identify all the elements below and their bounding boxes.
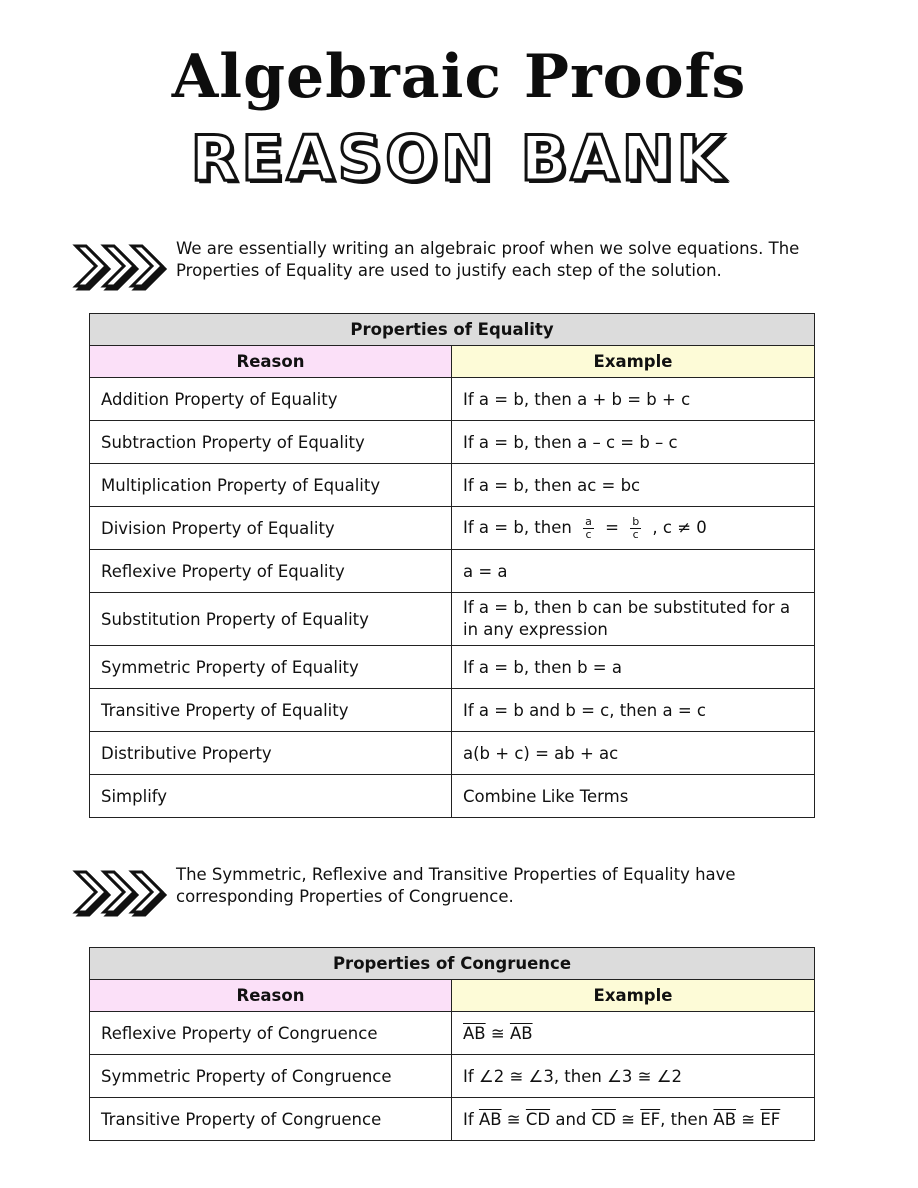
example-cell [452,1012,815,1055]
fraction-denominator: c [632,527,639,541]
example-word: and [555,1109,587,1129]
reason-cell: Addition Property of Equality [90,378,452,421]
fraction-b-over-c [630,516,641,541]
table-row [90,1012,815,1055]
reason-cell: Division Property of Equality [90,507,452,550]
congruent-symbol: ≅ [741,1109,756,1129]
congruence-note-text: The Symmetric, Reflexive and Transitive Properties of Equality have corresponding Properties of Congruence. [176,865,736,906]
reason-cell: Multiplication Property of Equality [90,464,452,507]
example-cell: If a = b and b = c, then a = c [452,689,815,732]
segment-label: $\overline{AB}$ [463,1023,486,1043]
example-word: If [463,1109,474,1129]
reason-cell: Transitive Property of Congruence [90,1098,452,1141]
example-word: , then [660,1109,709,1129]
equality-table-caption: Properties of Equality [90,314,815,346]
reason-cell: Substitution Property of Equality [90,593,452,646]
segment-label: $\overline{AB}$ [478,1109,502,1129]
intro-note [70,232,830,294]
fraction-numerator: b [632,514,640,528]
example-cell: If a = b, then b can be substituted for a in any expression [452,593,815,646]
example-cell [452,1098,815,1141]
segment-label: $\overline{CD}$ [591,1109,616,1129]
example-cell: Combine Like Terms [452,775,815,818]
reason-cell: Simplify [90,775,452,818]
congruent-symbol: ≅ [621,1109,635,1129]
page-title: Algebraic Proofs [171,42,747,112]
table-row [90,775,815,818]
table-row [90,550,815,593]
table-row [90,732,815,775]
example-cell [452,507,815,550]
example-cell: If a = b, then b = a [452,646,815,689]
table-row [90,1098,815,1141]
segment-label: $\overline{AB}$ [509,1023,533,1043]
reason-cell: Transitive Property of Equality [90,689,452,732]
triple-chevron-icon [70,858,170,920]
page-subtitle: REASON BANK [190,122,728,195]
congruence-table [89,947,815,1141]
equality-reason-header: Reason [90,346,452,378]
segment-label: $\overline{EF}$ [640,1109,661,1129]
example-cell: If ∠2 ≅ ∠3, then ∠3 ≅ ∠2 [452,1055,815,1098]
segment-label: $\overline{AB}$ [713,1109,737,1129]
reason-cell: Symmetric Property of Equality [90,646,452,689]
congruence-example-header: Example [452,980,815,1012]
example-prefix: If a = b, then [463,517,572,537]
reason-cell: Distributive Property [90,732,452,775]
fraction-denominator: c [585,527,592,541]
table-row [90,507,815,550]
table-row [90,593,815,646]
congruence-note [70,858,830,920]
equals-sign: = [605,517,619,537]
fraction-a-over-c [583,516,594,541]
segment-label: $\overline{EF}$ [760,1109,781,1129]
congruent-symbol: ≅ [506,1109,521,1129]
example-cell: a(b + c) = ab + ac [452,732,815,775]
example-cell: If a = b, then a – c = b – c [452,421,815,464]
equality-example-header: Example [452,346,815,378]
reason-cell: Reflexive Property of Congruence [90,1012,452,1055]
table-row [90,1055,815,1098]
triple-chevron-icon [70,232,170,294]
reason-cell: Reflexive Property of Equality [90,550,452,593]
example-cell: If a = b, then a + b = b + c [452,378,815,421]
congruent-symbol: ≅ [490,1023,505,1043]
fraction-numerator: a [585,514,592,528]
example-cell: a = a [452,550,815,593]
congruence-table-caption: Properties of Congruence [90,948,815,980]
reason-cell: Symmetric Property of Congruence [90,1055,452,1098]
table-row [90,378,815,421]
table-row [90,421,815,464]
congruence-reason-header: Reason [90,980,452,1012]
segment-label: $\overline{CD}$ [525,1109,551,1129]
intro-note-text: We are essentially writing an algebraic proof when we solve equations. The Properties of Equality are used to justify each step of the solution. [176,239,800,280]
table-row [90,646,815,689]
table-row [90,689,815,732]
example-cell: If a = b, then ac = bc [452,464,815,507]
reason-cell: Subtraction Property of Equality [90,421,452,464]
example-suffix: , c ≠ 0 [652,517,707,537]
equality-table [89,313,815,818]
table-row [90,464,815,507]
